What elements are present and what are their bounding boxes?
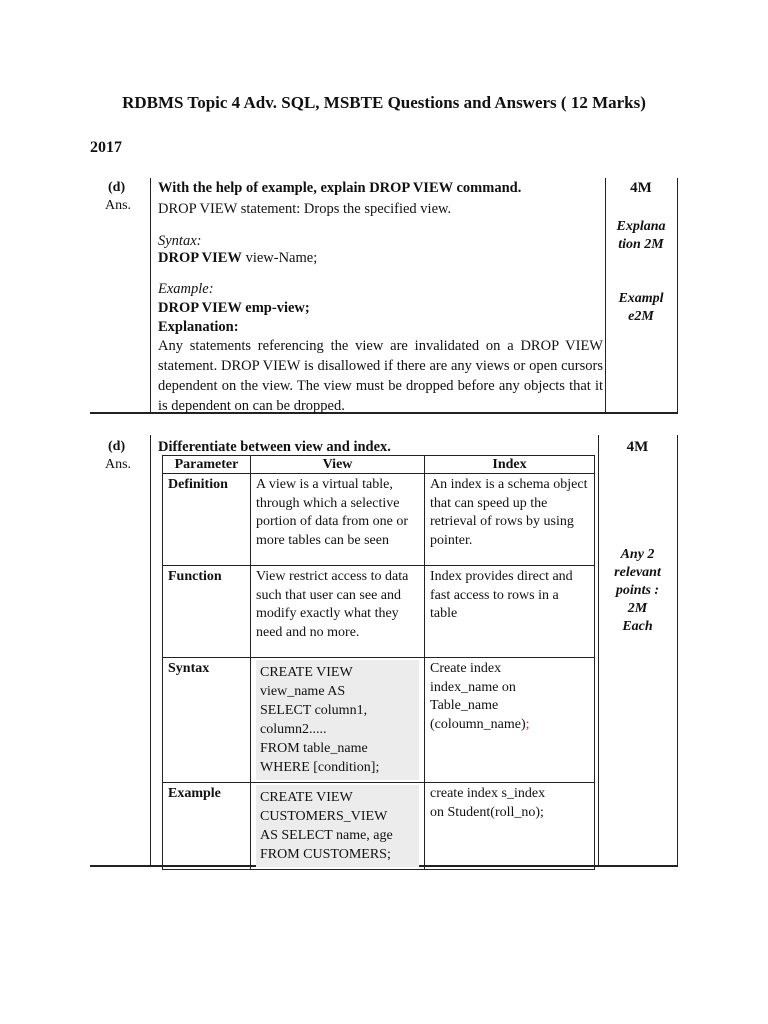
code-line: Table_name — [430, 698, 499, 713]
table-row — [163, 474, 595, 566]
question-text: With the help of example, explain DROP VIEW command. — [158, 180, 522, 196]
code-line-text: (coloumn_name) — [430, 716, 526, 732]
question-text: Differentiate between view and index. — [158, 439, 391, 455]
code-line: index_name on — [430, 679, 516, 695]
example-label: Example: — [158, 281, 214, 297]
row-parameter: Syntax — [163, 658, 251, 783]
code-line: CREATE VIEW — [260, 790, 353, 805]
marks-note-points: Any 2 relevant points : 2M Each — [614, 547, 661, 634]
column-divider — [598, 435, 599, 867]
row-index-cell: An index is a schema object that can speed up the retrieval of rows by using pointer. — [425, 474, 595, 566]
question-block-view-vs-index — [90, 435, 678, 867]
code-line: create index s_index — [430, 786, 546, 801]
column-divider — [677, 178, 678, 414]
year-heading: 2017 — [90, 139, 122, 156]
row-view-cell: A view is a virtual table, through which a selective portion of data from one or more tables can be seen — [251, 474, 425, 566]
view-example-code — [256, 785, 419, 867]
header-parameter: Parameter — [163, 456, 251, 474]
marks-total: 4M — [626, 439, 649, 455]
marks-note-example: Exampl e2M — [618, 291, 664, 324]
code-line — [430, 716, 589, 735]
marks-note-explanation: Explana tion 2M — [616, 219, 666, 252]
code-line: WHERE [condition]; — [260, 760, 380, 775]
code-line: AS SELECT name, age — [260, 828, 393, 843]
syntax-keyword: DROP VIEW — [158, 250, 242, 266]
example-code: DROP VIEW emp-view; — [158, 300, 310, 316]
question-block-drop-view — [90, 178, 678, 414]
table-row — [163, 566, 595, 658]
view-syntax-code — [256, 660, 419, 780]
code-line: on Student(roll_no); — [430, 804, 544, 820]
row-index-cell: Index provides direct and fast access to rows in a table — [425, 566, 595, 658]
code-line: Create index — [430, 661, 502, 676]
row-view-cell — [251, 783, 425, 870]
code-line: FROM CUSTOMERS; — [260, 847, 391, 862]
row-index-cell — [425, 658, 595, 783]
code-line: view_name AS — [260, 684, 346, 699]
row-parameter: Example — [163, 783, 251, 870]
code-line: SELECT column1, — [260, 703, 368, 718]
column-divider — [150, 178, 151, 414]
column-divider — [150, 435, 151, 867]
question-number: (d) — [108, 439, 126, 454]
table-row — [163, 783, 595, 870]
code-line: column2..... — [260, 722, 327, 737]
explanation-label: Explanation: — [158, 319, 239, 335]
question-number: (d) — [108, 180, 126, 195]
syntax-argument: view-Name; — [241, 250, 318, 266]
syntax-label: Syntax: — [158, 233, 202, 249]
answer-label: Ans. — [105, 457, 132, 472]
red-semicolon: ; — [525, 716, 530, 732]
comparison-table — [162, 455, 595, 870]
table-row — [163, 658, 595, 783]
row-view-cell: View restrict access to data such that user can see and modify exactly what they need and no more. — [251, 566, 425, 658]
row-view-cell — [251, 658, 425, 783]
answer-label: Ans. — [105, 198, 132, 213]
row-parameter: Definition — [163, 474, 251, 566]
row-index-cell — [425, 783, 595, 870]
document-title: RDBMS Topic 4 Adv. SQL, MSBTE Questions and Answers ( 12 Marks) — [122, 93, 646, 112]
code-line: FROM table_name — [260, 741, 368, 756]
header-index: Index — [425, 456, 595, 474]
code-line: CREATE VIEW — [260, 665, 353, 680]
syntax-code — [158, 248, 317, 268]
explanation-text: Any statements referencing the view are invalidated on a DROP VIEW statement. DROP VIEW is disallowed if there are any views or open cursors dependent on the view. The view must be dropped before any objects that it is dependent on can be dropped. — [158, 338, 603, 414]
code-line: CUSTOMERS_VIEW — [260, 809, 388, 824]
table-header-row — [163, 456, 595, 474]
column-divider — [677, 435, 678, 867]
drop-view-statement: DROP VIEW statement: Drops the specified view. — [158, 201, 452, 217]
row-parameter: Function — [163, 566, 251, 658]
header-view: View — [251, 456, 425, 474]
marks-total: 4M — [630, 180, 652, 196]
